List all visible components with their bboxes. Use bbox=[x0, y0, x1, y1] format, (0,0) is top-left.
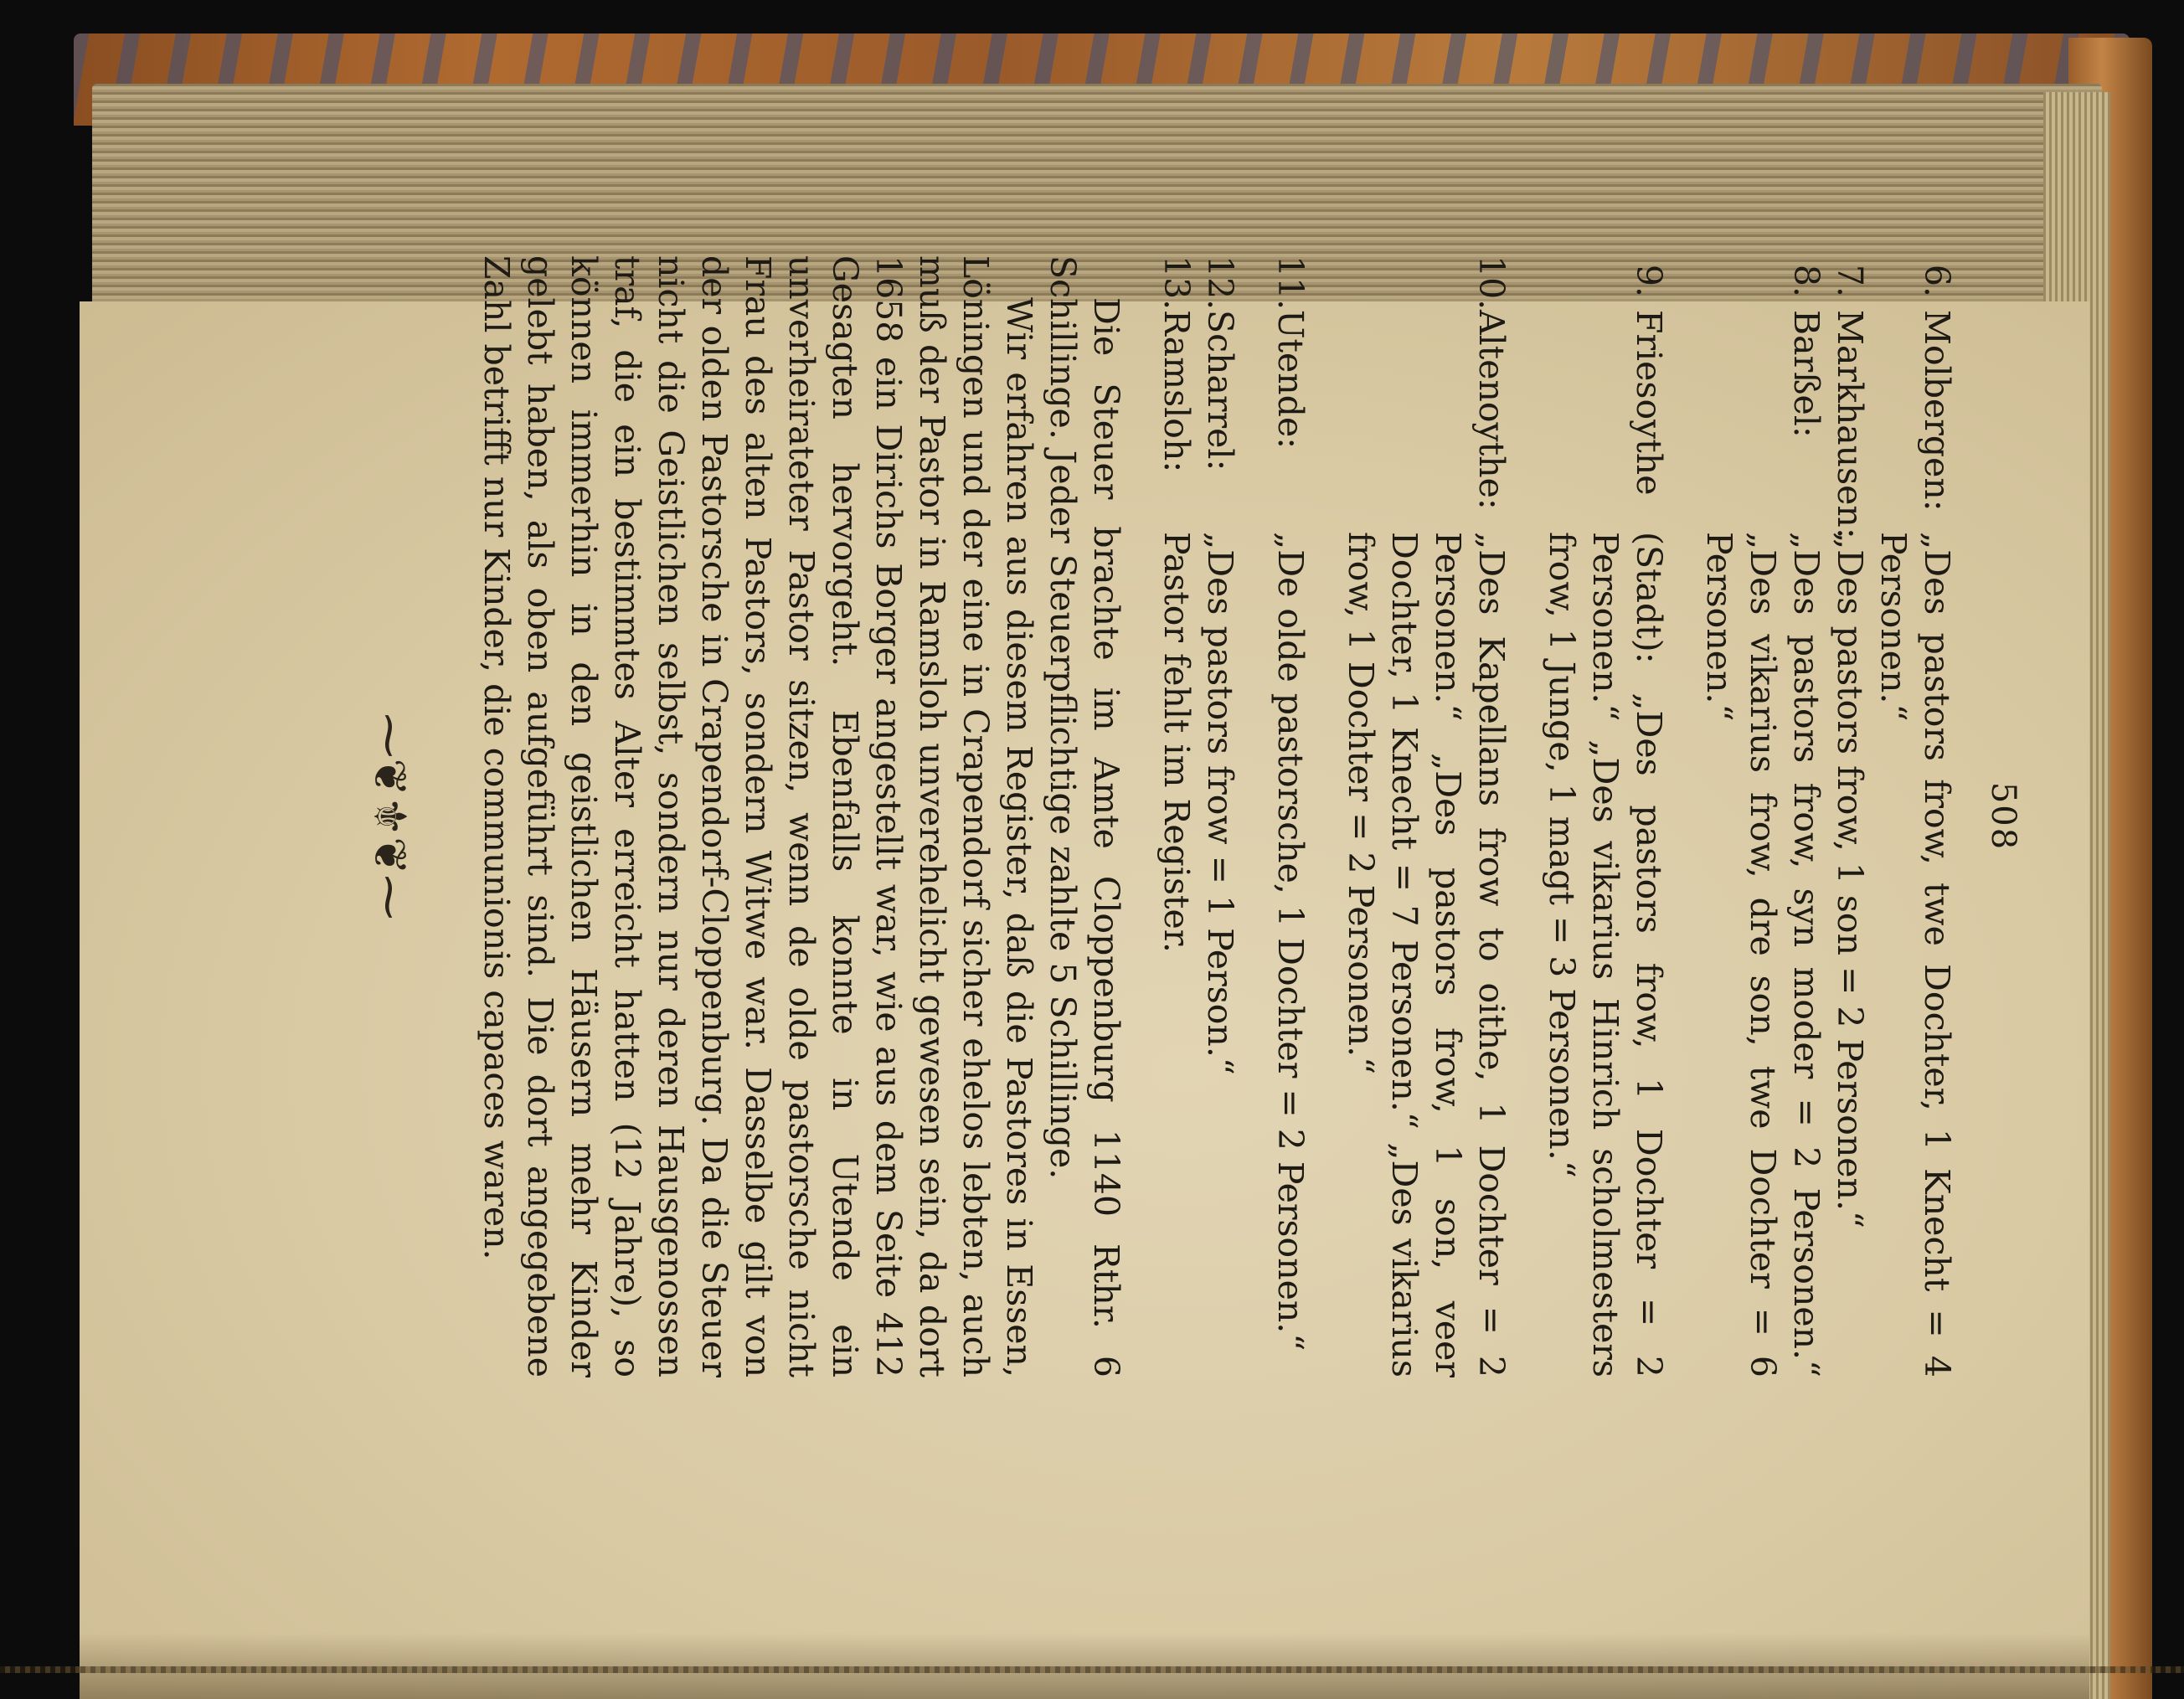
entry-place: Utende: bbox=[1270, 310, 1311, 450]
page-text bbox=[222, 255, 2022, 1377]
list-item bbox=[1339, 255, 1513, 1377]
list-item bbox=[1828, 255, 1872, 1377]
list-item bbox=[1155, 255, 1198, 1377]
page-number: 508 bbox=[1984, 781, 2022, 852]
entry-number: 9. bbox=[1629, 264, 1669, 297]
paragraph-register: Wir erfahren aus diesem Register, daß die Pastores in Essen, Löningen und der eine in Crapendorf sicher ehelos lebten, auch muß der Pastor in Ramsloh unverehelicht gewesen sein, da dort 1658 ein Dirichs Borger angestellt war, wie aus dem Seite 412 Gesagten hervorgeht. Ebenfalls konnte in Utende ein unverheirateter Pastor sitzen, wenn de olde pastorsche nicht Frau des alten Pastors, sondern Witwe war. Dasselbe gilt von der olden Pastorsche in Crapendorf-Cloppenburg. Da die Steuer nicht die Geistlichen selbst, sondern nur deren Hausgenossen traf, die ein bestimmtes Alter erreicht hatten (12 Jahre), so können immerhin in den geistlichen Häusern mehr Kinder gelebt haben, als oben aufgeführt sind. Die dort angegebene Zahl betrifft nur Kinder, die communionis capaces waren. bbox=[476, 255, 1039, 1377]
entry-place: Scharrel: bbox=[1200, 310, 1240, 471]
list-item bbox=[1198, 255, 1242, 1377]
entry-text: (Stadt): „Des pastors frow, 1 Dochter = 2 Personen.“ „Des vikarius Hinrich scholmesters frow, 1 Junge, 1 magt = 3 Personen.“ bbox=[1542, 532, 1669, 1377]
entry-place: Molbergen: bbox=[1917, 310, 1957, 512]
entry-text: „Des pastors frow, 1 son = 2 Personen.“ bbox=[1830, 532, 1870, 1228]
scan-ruler bbox=[0, 1666, 2184, 1673]
list-item bbox=[1872, 255, 1959, 1377]
list-item bbox=[1697, 255, 1828, 1377]
entry-number: 6. bbox=[1917, 264, 1957, 297]
paragraph-tax: Die Steuer brachte im Amte Cloppenburg 1140 Rthr. 6 Schillinge. Jeder Steuerpflichtige zahlte 5 Schillinge. bbox=[1043, 255, 1126, 1377]
entry-text: „Des pastors frow = 1 Person.“ bbox=[1200, 532, 1240, 1075]
entry-number: 10. bbox=[1471, 255, 1512, 311]
entry-list bbox=[1155, 255, 1959, 1377]
entry-place: Friesoythe bbox=[1629, 310, 1669, 496]
list-item bbox=[1269, 255, 1312, 1377]
entry-number: 11. bbox=[1270, 255, 1311, 311]
entry-number: 7. bbox=[1830, 264, 1870, 297]
ornament-icon: ⁓❦⚜❦⁓ bbox=[363, 713, 416, 920]
entry-place: Ramsloh: bbox=[1156, 310, 1197, 473]
entry-text: Pastor fehlt im Register. bbox=[1156, 532, 1197, 953]
entry-number: 8. bbox=[1786, 264, 1826, 297]
entry-number: 12. bbox=[1200, 255, 1240, 311]
entry-place: Markhausen: bbox=[1830, 310, 1870, 539]
entry-text: „Des pastors frow, syn moder = 2 Personen.“ „Des vikarius frow, dre son, twe Dochter = 6 Personen.“ bbox=[1699, 532, 1826, 1377]
entry-number: 13. bbox=[1156, 255, 1197, 311]
list-item bbox=[1540, 255, 1671, 1377]
entry-text: „Des Kapellans frow to oithe, 1 Dochter = 2 Personen.“ „Des pastors frow, 1 son, veer Dochter, 1 Knecht = 7 Personen.“ „Des vikarius frow, 1 Dochter = 2 Personen.“ bbox=[1341, 532, 1512, 1377]
entry-text: „De olde pastorsche, 1 Dochter = 2 Personen.“ bbox=[1270, 532, 1311, 1351]
entry-place: Altenoythe: bbox=[1471, 310, 1512, 510]
entry-text: „Des pastors frow, twe Dochter, 1 Knecht = 4 Personen.“ bbox=[1873, 532, 1957, 1377]
entry-place: Barßel: bbox=[1786, 310, 1826, 438]
